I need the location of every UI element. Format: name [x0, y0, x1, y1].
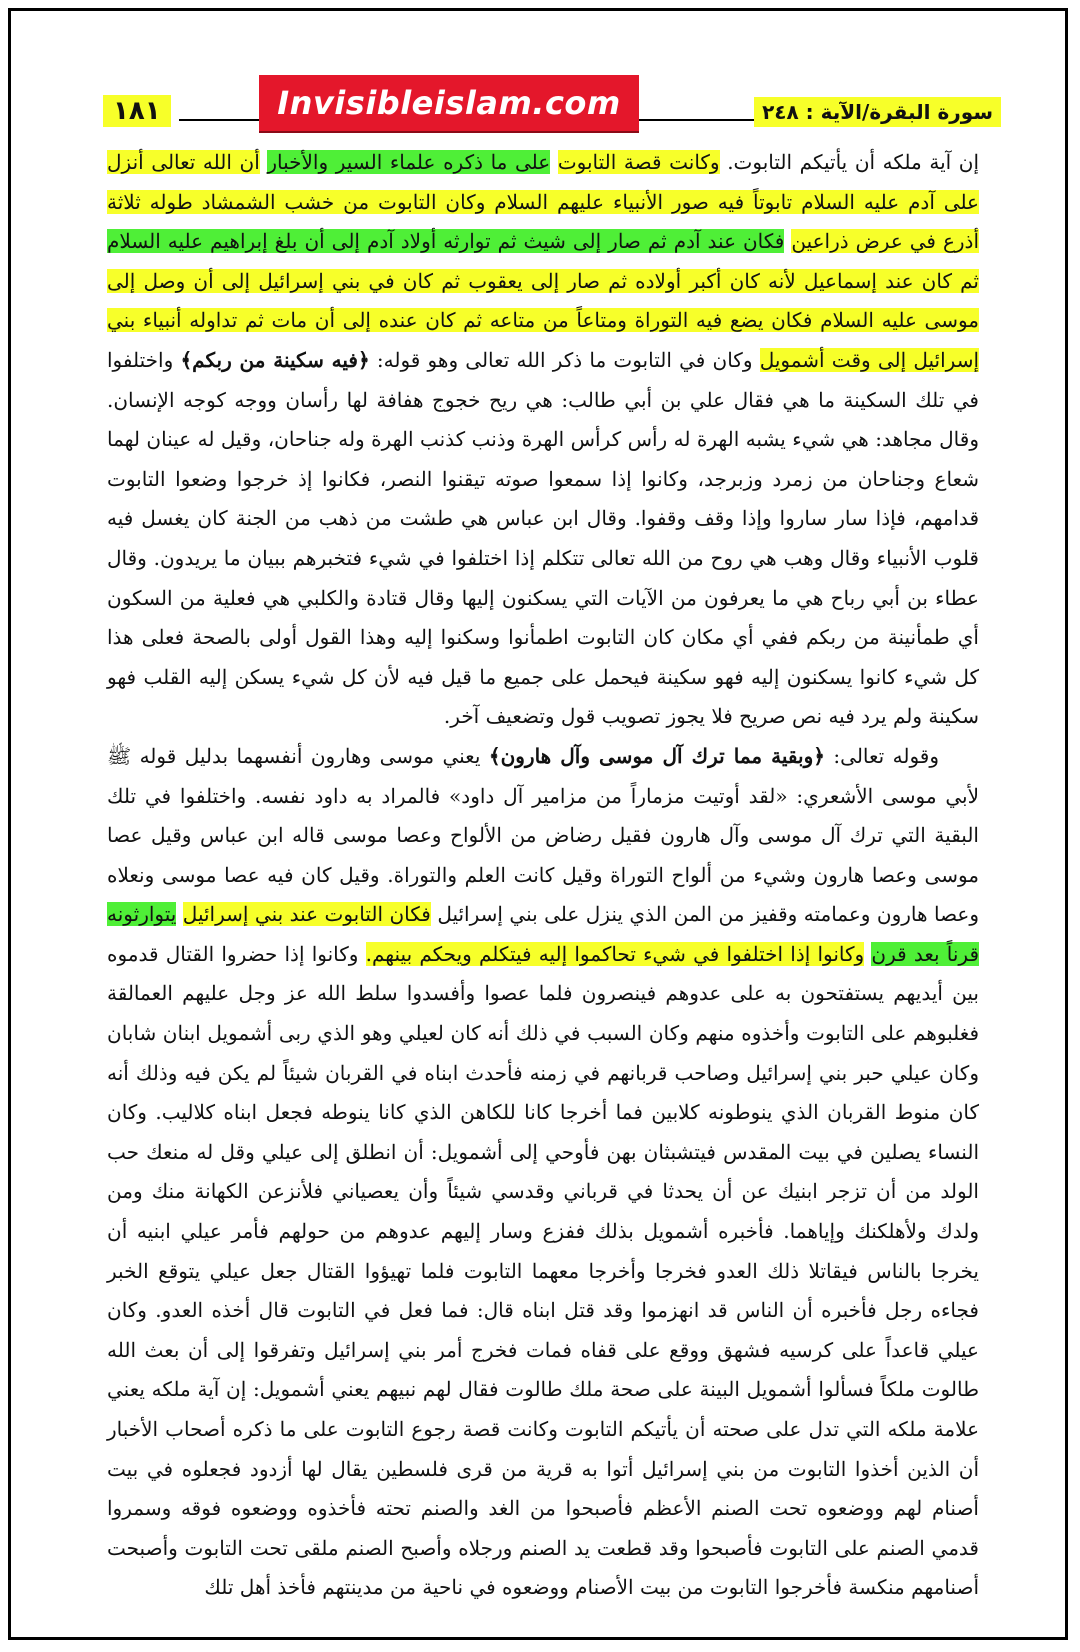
text-segment: إن آية ملكه أن يأتيكم التابوت.: [727, 150, 980, 174]
text-segment: وكانوا إذا حضروا القتال قدموه بين أيديهم يستفتحون به على عدوهم فينصرون فلما عصوا وأفسدوا سلط الله عز وجل عليهم العمالقة فغلبوهم على التابوت وأخذوه منهم وكان السبب في ذلك أنه كان لعيلي وهو الذي ربى أشمويل ابنان شابان وكان عيلي حبر بني إسرائيل وصاحب قربانهم في زمنه فأحدث ابناه في القربان شيئاً لم يكن فيه وذلك أنه كان منوط القربان الذي ينوطونه كلابين فما أخرجا كانا للكاهن الذي كانا ينوطه فجعل ابناه كلاليب. وكان النساء يصلين في بيت المقدس فيتشبثان بهن فأوحي إلى أشمويل: أن انطلق إلى عيلي وقل له منعك حب الولد من أن تزجر ابنيك عن أن يحدثا في قرباني وقدسي شيئاً وأن يعصياني فلأنزعن الكهانة منك ومن ولدك ولأهلكنك وإياهما. فأخبره أشمويل بذلك ففزع وسار إليهم عدوهم من حولهم فأمر عيلي ابنيه أن يخرجا بالناس فيقاتلا ذلك العدو فخرجا وأخرجا معهما التابوت فلما تهيؤوا القتال جعل عيلي يتوقع الخبر فجاءه رجل فأخبره أن الناس قد انهزموا وقد قتل ابناه قال: فما فعل في التابوت قال أخذه العدو. وكان عيلي قاعداً على كرسيه فشهق ووقع على قفاه فمات فخرج أمر بني إسرائيل وتفرقوا إلى أن بعث الله طالوت ملكاً فسألوا أشمويل البينة على صحة ملك طالوت فقال لهم نبيهم يعني أشمويل: إن آية ملكه يعني علامة ملكه التي تدل على صحته أن يأتيكم التابوت وكانت قصة رجوع التابوت على ما ذكره أصحاب الأخبار أن الذين أخذوا التابوت من بني إسرائيل أتوا به قرية من قرى فلسطين يقال لها أزدود فجعلوه في بيت أصنام لهم ووضعوه تحت الصنم الأعظم فأصبحوا من الغد والصنم تحته فأخذوه ووضعوه فوقه وسمروا قدمي الصنم على التابوت فأصبحوا وقد قطعت يد الصنم ورجلاه وأصبح الصنم ملقى تحت التابوت وأصبحت أصنامهم منكسة فأخرجوا التابوت من بيت الأصنام ووضعوه في ناحية من مدينتهم فأخذ أهل تلك: [107, 941, 979, 1600]
highlighted-segment-yellow: أن الله تعالى أنزل على آدم عليه السلام تابوتاً فيه صور الأنبياء عليهم السلام وكان التابوت من خشب الشمشاد طوله ثلاثة أذرع في عرض ذراعين: [107, 150, 980, 254]
text-segment: وقوله تعالى:: [833, 743, 940, 768]
watermark-banner: Invisibleislam.com: [259, 75, 639, 131]
surah-ayah-reference: سورة البقرة/الآية : ٢٤٨: [754, 97, 1001, 127]
text-segment: وكان في التابوت ما ذكر الله تعالى وهو قوله:: [376, 347, 753, 372]
highlighted-segment-green: فكان عند آدم ثم صار إلى شيث ثم توارثه أولاد آدم إلى أن بلغ إبراهيم عليه السلام: [107, 229, 785, 254]
text-segment: واختلفوا في تلك السكينة ما هي فقال علي بن أبي طالب: هي ريح خجوج هفافة لها رأسان ووجه كوجه الإنسان. وقال مجاهد: هي شيء يشبه الهرة له رأس كرأس الهرة وذنب كذنب الهرة وله جناحان، وقيل له عينان لهما شعاع وجناحان من زمرد وزبرجد، وكانوا إذا سمعوا صوته تيقنوا النصر، فكانوا إذ خرجوا وضعوا التابوت قدامهم، فإذا سار ساروا وإذا وقف وقفوا. وقال ابن عباس هي طشت من ذهب من الجنة كان يغسل فيه قلوب الأنبياء وقال وهب هي روح من الله تعالى تتكلم إذا اختلفوا في شيء فتخبرهم ببيان ما يريدون. وقال عطاء بن أبي رباح هي ما يعرفون من الآيات التي يسكنون إليها وقال قتادة والكلبي هي فعلية من السكون أي طمأنينة من ربكم ففي أي مكان كان التابوت اطمأنوا وسكنوا إليه وهذا القول أولى بالصحة فعلى هذا كل شيء كانوا يسكنون إليه فهو سكينة فيحمل على جميع ما قيل فيه لأن كل شيء يسكن إليه القلب فهو سكينة ولم يرد فيه نص صريح فلا يجوز تصويب قول وتضعيف آخر.: [107, 347, 980, 729]
text-segment: يعني موسى وهارون أنفسهما بدليل قوله ﷺ لأبي موسى الأشعري: «لقد أوتيت مزماراً من مزامير آل داود» فالمراد به داود نفسه. واختلفوا في تلك البقية التي ترك آل موسى وآل هارون فقيل رضاض من الألواح وعصا موسى قاله ابن عباس وقيل عصا موسى وعصا هارون وشيء من ألواح التوراة وقيل كانت العلم والتوراة. وقيل كان فيه عصا موسى ونعلاه وعصا هارون وعمامته وقفيز من المن الذي ينزل على بني إسرائيل: [107, 743, 980, 927]
paragraph-1: [107, 143, 979, 737]
highlighted-segment-green: على ما ذكره علماء السير والأخبار: [267, 150, 551, 174]
page-number: ١٨١: [103, 95, 171, 127]
highlighted-segment-green: يتوارثونه قرناً بعد قرن: [107, 902, 980, 966]
page-frame: [8, 8, 1068, 1640]
highlighted-segment-yellow: وكانوا إذا اختلفوا في شيء تحاكموا إليه فيتكلم ويحكم بينهم.: [365, 941, 865, 966]
paragraph-2: [107, 737, 979, 1608]
highlighted-segment-yellow: ثم كان عند إسماعيل لأنه كان أكبر أولاده ثم صار إلى يعقوب ثم كان في بني إسرائيل إلى أن وصل إلى موسى عليه السلام فكان يضع فيه التوراة ومتاعاً من متاعه ثم كان عنده إلى أن مات ثم تداوله أنبياء بني إسرائيل إلى وقت أشمويل: [107, 268, 980, 372]
tafsir-text: [107, 143, 979, 1608]
page-header: [11, 11, 1065, 131]
highlighted-segment-yellow: وكانت قصة التابوت: [557, 150, 720, 174]
quran-verse: ﴿وبقية مما ترك آل موسى وآل هارون﴾: [488, 743, 825, 768]
highlighted-segment-yellow: فكان التابوت عند بني إسرائيل: [182, 902, 431, 927]
quran-verse: ﴿فيه سكينة من ربكم﴾: [180, 347, 370, 372]
